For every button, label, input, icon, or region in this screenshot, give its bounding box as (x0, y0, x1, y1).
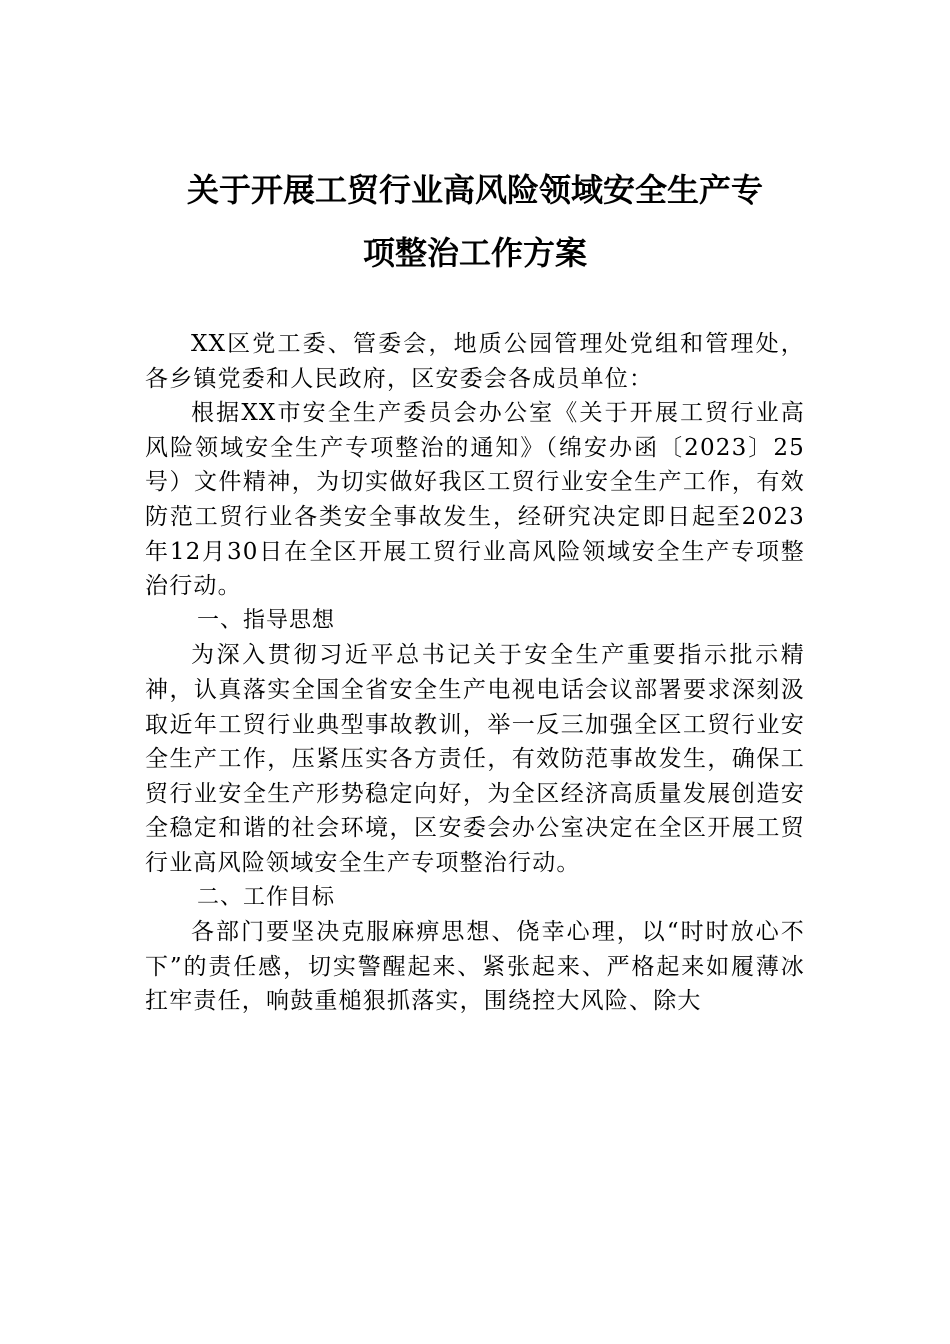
document-title-line-2: 项整治工作方案 (362, 234, 587, 272)
document-title-line-1: 关于开展工贸行业高风险领域安全生产专 (186, 171, 763, 209)
section-paragraph-guiding-thought: 为深入贯彻习近平总书记关于安全生产重要指示批示精神，认真落实全国全省安全生产电视电话会议部署要求深刻汲取近年工贸行业典型事故教训，举一反三加强全区工贸行业安全生产工作，压紧压实各方责任，有效防范事故发生，确保工贸行业安全生产形势稳定向好，为全区经济高质量发展创造安全稳定和谐的社会环境，区安委会办公室决定在全区开展工贸行业高风险领域安全生产专项整治行动。 (145, 642, 805, 876)
salutation-paragraph: XX区党工委、管委会，地质公园管理处党组和管理处，各乡镇党委和人民政府，区安委会各成员单位： (145, 331, 805, 392)
document-body (145, 327, 805, 1019)
section-heading-guiding-thought: 一、指导思想 (197, 607, 336, 633)
intro-paragraph: 根据XX市安全生产委员会办公室《关于开展工贸行业高风险领域安全生产专项整治的通知》（绵安办函〔2023〕25号）文件精神，为切实做好我区工贸行业安全生产工作，有效防范工贸行业各类安全事故发生，经研究决定即日起至2023年12月30日在全区开展工贸行业高风险领域安全生产专项整治行动。 (145, 400, 805, 600)
section-paragraph-work-goals: 各部门要坚决克服麻痹思想、侥幸心理，以“时时放心不下”的责任感，切实警醒起来、紧张起来、严格起来如履薄冰扛牢责任，响鼓重槌狠抓落实，围绕控大风险、除大 (145, 919, 805, 1015)
section-heading-work-goals: 二、工作目标 (197, 884, 336, 910)
